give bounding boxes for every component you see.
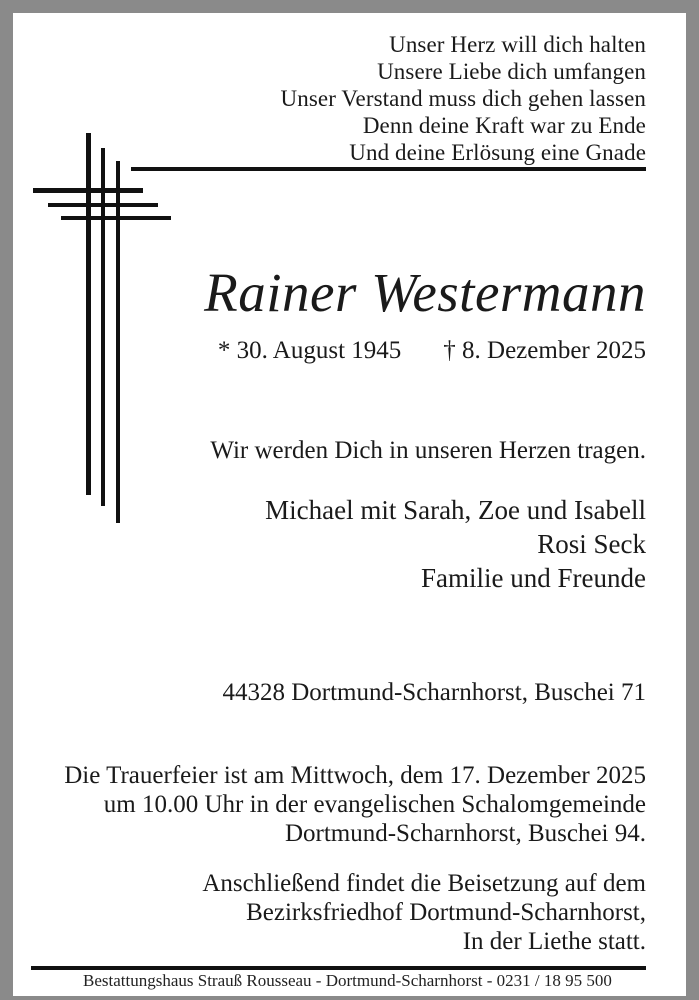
poem-line: Unser Herz will dich halten [389,32,646,57]
poem-line: Unser Verstand muss dich gehen lassen [280,86,646,111]
poem [281,31,646,166]
burial-line: Bezirksfriedhof Dortmund-Scharnhorst, [246,899,646,926]
birth-date: * 30. August 1945 [217,337,402,364]
cross-icon [13,13,213,553]
burial-info [202,869,646,956]
death-date: † 8. Dezember 2025 [443,337,646,364]
poem-line: Und deine Erlösung eine Gnade [349,140,646,165]
funeral-line: Die Trauerfeier ist am Mittwoch, dem 17. Dezember 2025 [64,762,646,789]
bottom-divider [31,966,646,970]
funeral-info [64,761,646,848]
poem-line: Unsere Liebe dich umfangen [377,59,646,84]
burial-line: In der Liethe statt. [462,928,646,955]
burial-line: Anschließend findet die Beisetzung auf dem [202,870,646,897]
mourner-line: Rosi Seck [537,529,646,559]
mourner-line: Michael mit Sarah, Zoe und Isabell [265,495,646,525]
funeral-line: um 10.00 Uhr in der evangelischen Schalomgemeinde [103,791,646,818]
funeral-home-footer: Bestattungshaus Strauß Rousseau - Dortmund-Scharnhorst - 0231 / 18 95 500 [83,971,612,990]
poem-line: Denn deine Kraft war zu Ende [362,113,646,138]
mourners [265,493,646,595]
deceased-name: Rainer Westermann [204,262,646,323]
life-dates [218,337,646,365]
obituary-card [13,13,686,996]
funeral-line: Dortmund-Scharnhorst, Buschei 94. [284,820,646,847]
motto: Wir werden Dich in unseren Herzen tragen. [210,437,646,464]
mourner-line: Familie und Freunde [421,563,646,593]
address: 44328 Dortmund-Scharnhorst, Buschei 71 [222,679,646,706]
